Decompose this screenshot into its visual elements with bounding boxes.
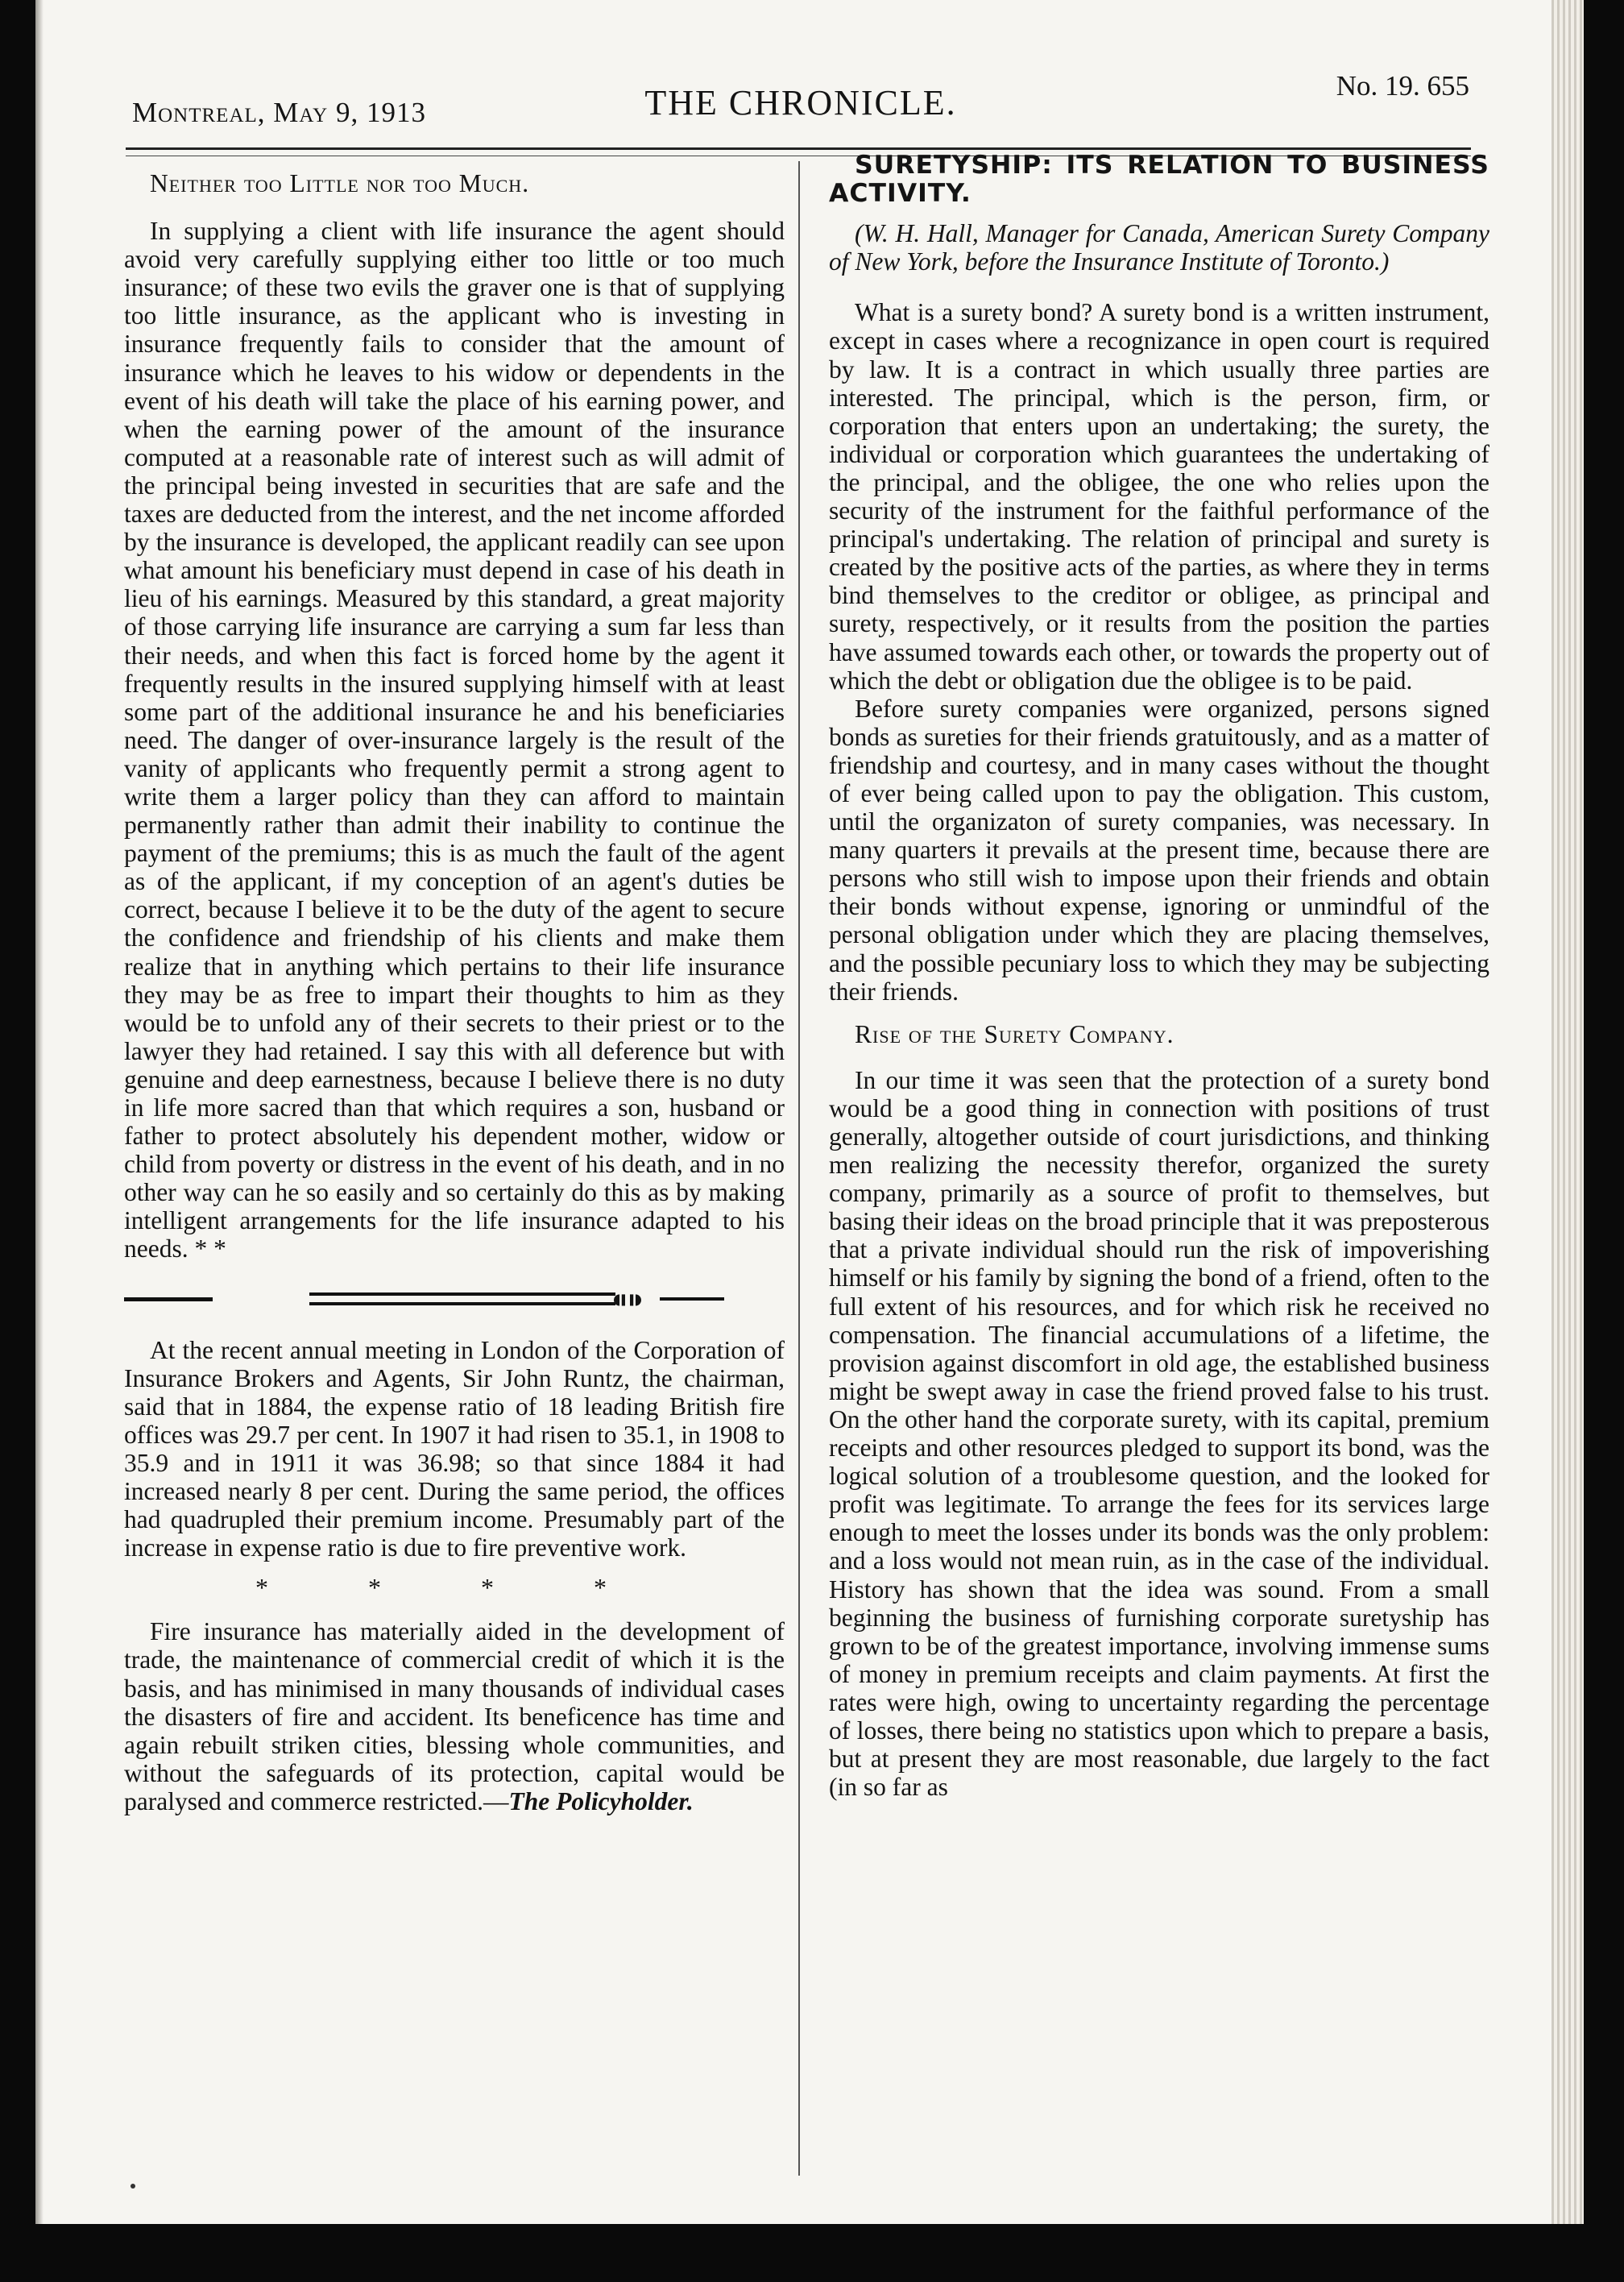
- header-rule: [126, 147, 1471, 150]
- left-column: [124, 169, 785, 1815]
- ink-speck: [130, 2184, 135, 2189]
- ornament-mark: ⁌⁍: [611, 1282, 644, 1320]
- article-paragraph: What is a surety bond? A surety bond is a written instrument, except in cases where a recognizance in open court is required by law. It is a contract in which usually three parties are interested. The principal, which is the person, firm, or corporation that enters upon an undertaking; the surety, the individual or corporation which guarantees the undertaking of the principal, and the obligee, the one who relies upon the security of the instrument for the faithful performance of the principal's undertaking. The relation of principal and surety is created by the positive acts of the parties, as where they in terms bind themselves to the creditor or obligee, as principal and surety, respectively, or it results from the position the parties have assumed towards each other, or towards the property out of which the debt or obligation due the obligee is to be paid.: [829, 298, 1489, 695]
- binding-shadow: [35, 0, 44, 2224]
- article-title: Neither too Little nor too Much.: [150, 169, 530, 197]
- page-edges: [1552, 0, 1584, 2224]
- article-subheading: Rise of the Surety Company.: [855, 1019, 1174, 1048]
- article-byline: (W. H. Hall, Manager for Canada, American Surety Company of New York, before the Insurance Institute of Toronto.): [829, 219, 1489, 276]
- running-header: [132, 66, 1469, 128]
- article-body: In supplying a client with life insurance the agent should avoid very carefully supplying either too little or too much insurance; of these two evils the graver one is that of supplying too little insurance, as the applicant who is investing in insurance frequently fails to consider that the amount of insurance which he leaves to his widow or dependents in the event of his death will take the place of his earning power, and when the earning power of the amount of the insurance computed at a reasonable rate of interest such as will admit of the principal being invested in securities that are safe and the taxes are deducted from the interest, and the net income afforded by the insurance is developed, the applicant readily can see upon what amount his beneficiary must depend in case of his death in lieu of his earnings. Measured by this standard, a great majority of those carrying life insurance are carrying a sum far less than their needs, and when this fact is forced home by the agent it frequently results in the insured supplying himself with at least some part of the additional insurance he and his beneficiaries need. The danger of over-insurance largely is the result of the vanity of applicants who frequently permit a strong agent to write them a larger policy than they can afford to maintain permanently rather than admit their inability to continue the payment of the premiums; this is as much the fault of the agent as of the applicant, if my conception of an agent's duties be correct, because I believe it to be the duty of the agent to secure the confidence and friendship of his clients and make them realize that in anything which pertains to their life insurance they may be as free to impart their thoughts to him as they would be to unfold any of their secrets to their priest or to the lawyer they had retained. I say this with all deference but with genuine and deep earnestness, because I believe there is no duty in life more sacred than that which requires a son, husband or father to protect absolutely his dependent mother, widow or child from poverty or distress in the event of his death, and in no other way can he so easily and so certainly do this as by making intelligent arrangements for the life insurance adapted to his needs. * *: [124, 217, 785, 1263]
- scanned-page: [35, 0, 1584, 2224]
- header-journal-title: THE CHRONICLE.: [644, 83, 957, 122]
- news-paragraph-quote: Fire insurance has materially aided in the development of trade, the maintenance of commercial credit of which it is the basis, and has minimised in many thousands of individual cases the disasters of fire and accident. Its beneficence has time and again rebuilt striken cities, blessing whole communities, and without the safeguards of its protection, capital would be paralysed and commerce restricted.—The Policyholder.: [124, 1617, 785, 1815]
- news-paragraph: At the recent annual meeting in London of the Corporation of Insurance Brokers and Agents, Sir John Runtz, the chairman, said that in 1884, the expense ratio of 18 leading British fire offices was 29.7 per cent. In 1907 it had risen to 35.1, in 1908 to 35.9 and in 1911 it was 36.98; so that since 1884 it had increased nearly 8 per cent. During the same period, the offices had quadrupled their premium income. Presumably part of the increase in expense ratio is due to fire preventive work.: [124, 1335, 785, 1562]
- quote-source: The Policyholder.: [508, 1786, 694, 1815]
- article-heading: SURETYSHIP: ITS RELATION TO BUSINESS ACTIVITY.: [829, 151, 1489, 209]
- article-paragraph: Before surety companies were organized, persons signed bonds as sureties for their friends gratuitously, and as a matter of friendship and courtesy, and in many cases without the thought of ever being called upon to pay the obligation. This custom, until the organizaton of surety companies, was necessary. In many quarters it prevails at the present time, because there are persons who still wish to impose upon their friends and obtain their bonds without expense, ignoring or unmindful of the personal obligation under which they are placing themselves, and the possible pecuniary loss to which they may be subjecting their friends.: [829, 694, 1489, 1006]
- header-place-date: Montreal, May 9, 1913: [132, 97, 426, 128]
- header-issue-page: No. 19. 655: [1336, 70, 1469, 102]
- article-paragraph: In our time it was seen that the protection of a surety bond would be a good thing in connection with positions of trust generally, altogether outside of court jurisdictions, and thinking men realizing the necessity therefor, organized the surety company, primarily as a source of profit to themselves, but basing their ideas on the broad principle that it was preposterous that a private individual should run the risk of impoverishing himself or his family by signing the bond of a friend, often to the full extent of his resources, and for which risk he received no compensation. The financial accumulations of a lifetime, the provision against discomfort in old age, the established business might be swept away in case the friend proved false to his trust. On the other hand the corporate surety, with its capital, premium receipts and other resources pledged to support its bond, was the logical solution of a troublesome question, and the looked for profit was legitimate. To arrange the fees for its services large enough to meet the losses under its bonds was the only problem: and a loss would not mean ruin, as in the case of the individual. History has shown that the idea was sound. From a small beginning the business of furnishing corporate suretyship has grown to be of the greatest importance, involving immense sums of money in premium receipts and claim payments. At first the rates were high, owing to uncertainty regarding the percentage of losses, there being no statistics upon which to prepare a basis, but at present they are most reasonable, due largely to the fact (in so far as: [829, 1065, 1489, 1802]
- column-divider: [798, 161, 800, 2176]
- section-separator: * * * *: [255, 1573, 653, 1603]
- section-ornament: [124, 1281, 785, 1320]
- right-column: [829, 151, 1489, 1801]
